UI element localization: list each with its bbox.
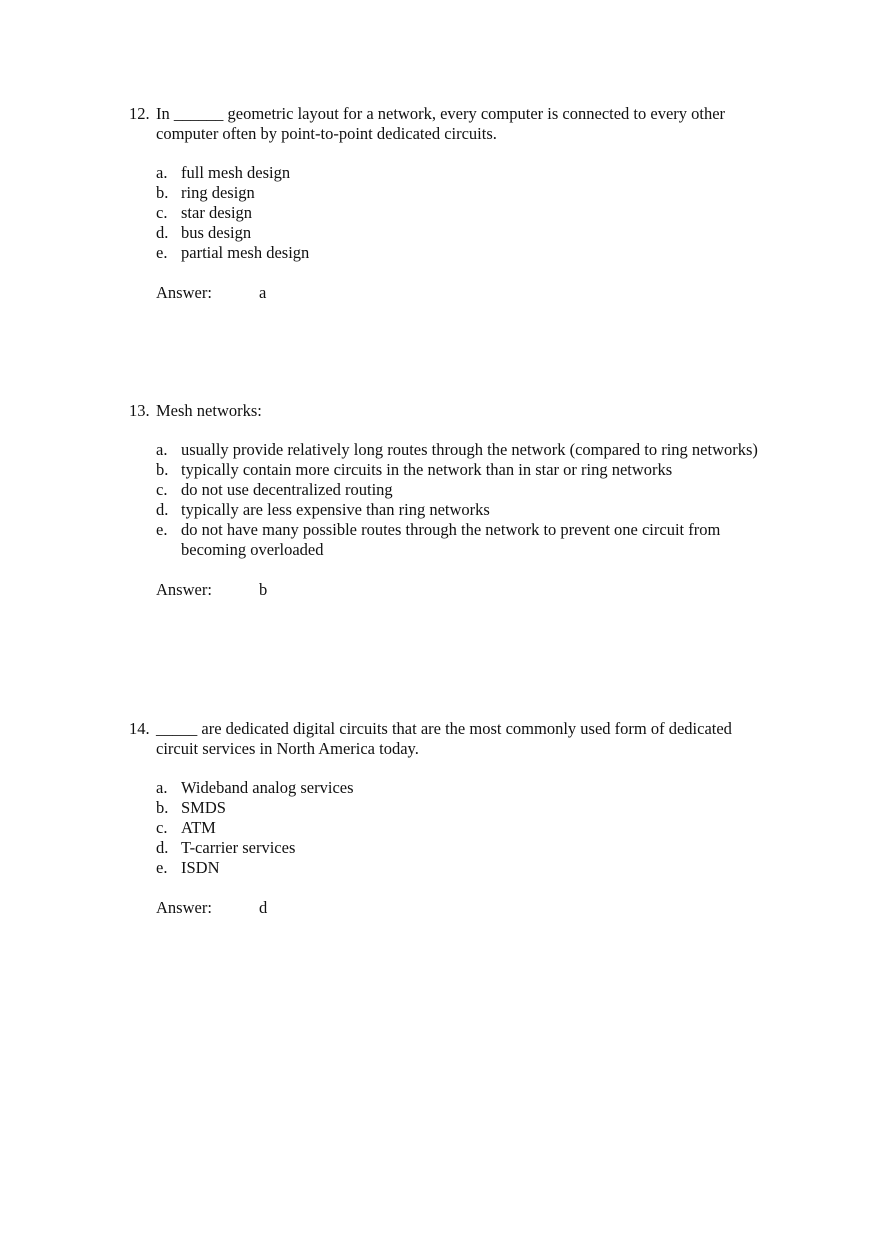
question-stem: [129, 104, 769, 144]
option-text: do not have many possible routes through the network to prevent one circuit from becoming overloaded: [181, 520, 721, 559]
answer-line: [156, 283, 769, 303]
option-letter: d.: [156, 838, 169, 857]
option-item: [156, 203, 769, 223]
option-letter: c.: [156, 818, 168, 837]
option-letter: b.: [156, 183, 169, 202]
question-stem: [129, 401, 769, 421]
option-text: ring design: [181, 183, 255, 202]
answer-label: Answer:: [156, 283, 212, 302]
option-text: Wideband analog services: [181, 778, 354, 797]
option-item: [156, 818, 769, 838]
option-text: typically contain more circuits in the network than in star or ring networks: [181, 460, 673, 479]
option-item: [156, 163, 769, 183]
option-item: [156, 183, 769, 203]
option-list: [156, 440, 769, 560]
question-text: In ______ geometric layout for a network, every computer is connected to every other computer often by point-to-point dedicated circuits.: [156, 104, 726, 143]
question-number: 14.: [129, 719, 150, 738]
option-text: bus design: [181, 223, 252, 242]
option-letter: c.: [156, 203, 168, 222]
option-item: [156, 223, 769, 243]
answer-value: b: [259, 580, 268, 599]
answer-line: [156, 580, 769, 600]
question-text: _____ are dedicated digital circuits that are the most commonly used form of dedicated circuit services in North America today.: [156, 719, 732, 758]
option-item: [156, 520, 769, 560]
option-letter: e.: [156, 243, 168, 262]
option-text: usually provide relatively long routes through the network (compared to ring networks): [181, 440, 758, 459]
option-text: star design: [181, 203, 253, 222]
option-text: full mesh design: [181, 163, 291, 182]
option-item: [156, 798, 769, 818]
option-list: [156, 778, 769, 878]
option-letter: d.: [156, 500, 169, 519]
question-number: 12.: [129, 104, 150, 123]
option-text: SMDS: [181, 798, 226, 817]
option-letter: b.: [156, 798, 169, 817]
question-text: Mesh networks:: [156, 401, 262, 420]
option-letter: c.: [156, 480, 168, 499]
option-text: partial mesh design: [181, 243, 310, 262]
question-12: [129, 104, 769, 303]
option-item: [156, 460, 769, 480]
option-letter: a.: [156, 163, 168, 182]
option-list: [156, 163, 769, 263]
option-text: do not use decentralized routing: [181, 480, 393, 499]
option-text: T-carrier services: [181, 838, 296, 857]
option-letter: d.: [156, 223, 169, 242]
option-item: [156, 480, 769, 500]
option-item: [156, 500, 769, 520]
option-letter: a.: [156, 440, 168, 459]
option-letter: e.: [156, 520, 168, 539]
answer-label: Answer:: [156, 580, 212, 599]
option-letter: b.: [156, 460, 169, 479]
option-item: [156, 243, 769, 263]
option-text: typically are less expensive than ring networks: [181, 500, 490, 519]
answer-value: d: [259, 898, 268, 917]
question-14: [129, 719, 769, 918]
option-letter: e.: [156, 858, 168, 877]
answer-value: a: [259, 283, 267, 302]
option-text: ISDN: [181, 858, 220, 877]
answer-line: [156, 898, 769, 918]
answer-label: Answer:: [156, 898, 212, 917]
option-letter: a.: [156, 778, 168, 797]
question-number: 13.: [129, 401, 150, 420]
option-item: [156, 440, 769, 460]
option-item: [156, 778, 769, 798]
question-13: [129, 401, 769, 600]
option-item: [156, 838, 769, 858]
option-text: ATM: [181, 818, 216, 837]
question-stem: [129, 719, 769, 759]
option-item: [156, 858, 769, 878]
